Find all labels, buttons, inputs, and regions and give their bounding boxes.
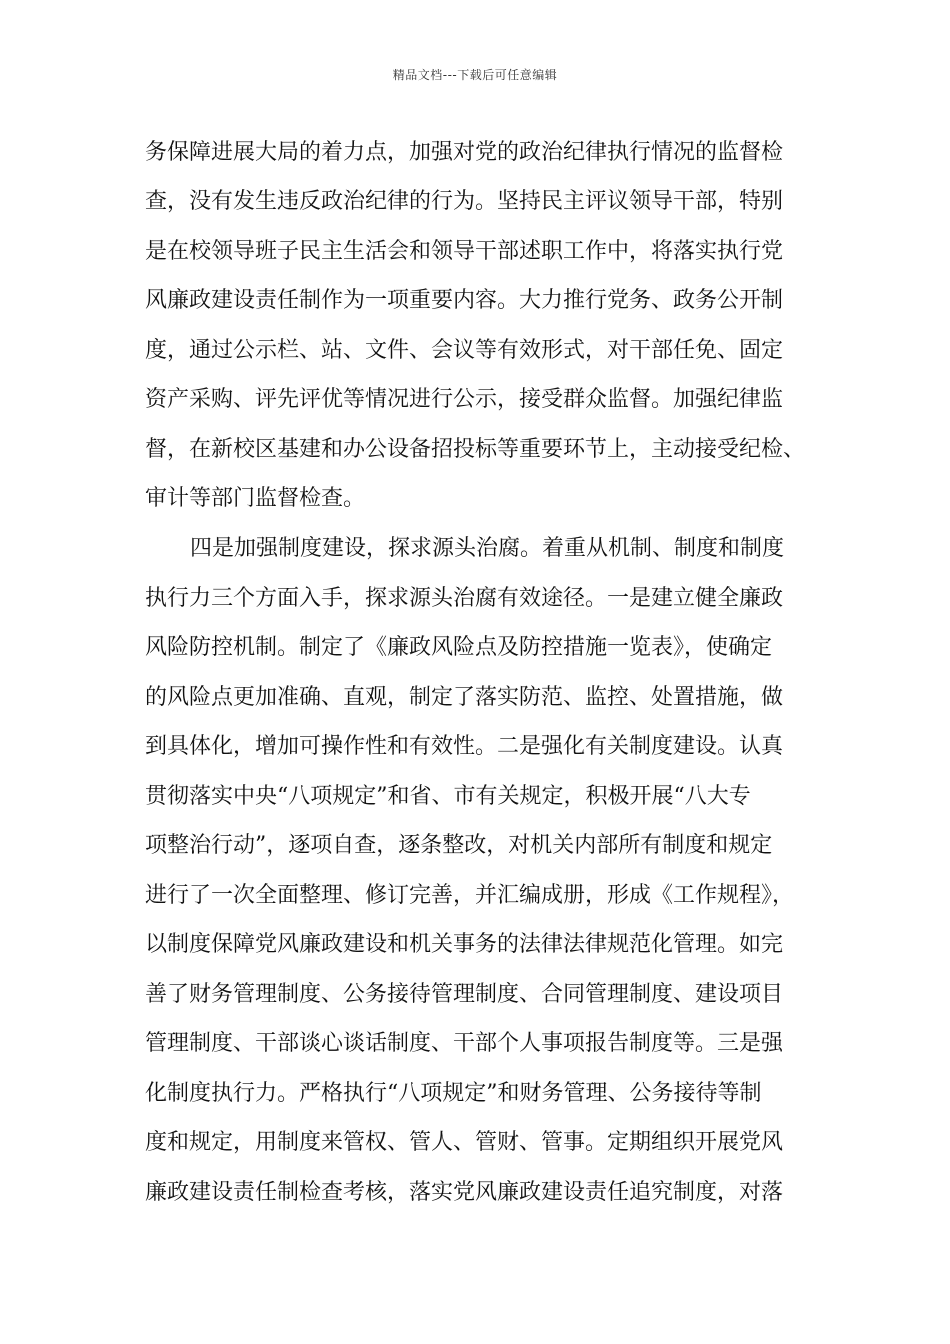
text-line: 执行力三个方面入手，探求源头治腐有效途径。一是建立健全廉政 (145, 586, 784, 611)
text-line: 的风险点更加准确、直观，制定了落实防范、监控、处置措施，做 (145, 685, 784, 710)
text-line: 务保障进展大局的着力点，加强对党的政治纪律执行情况的监督检 (145, 140, 784, 165)
text-line: 度和规定，用制度来管权、管人、管财、管事。定期组织开展党风 (145, 1130, 784, 1155)
page-header: 精品文档---下载后可任意编辑 (392, 68, 558, 82)
text-line: 查，没有发生违反政治纪律的行为。坚持民主评议领导干部，特别 (145, 189, 784, 214)
text-line: 审计等部门监督检查。 (145, 486, 366, 511)
text-line: 风险防控机制。制定了《廉政风险点及防控措施一览表》，使确定 (145, 635, 773, 660)
text-line: 风廉政建设责任制作为一项重要内容。大力推行党务、政务公开制 (145, 288, 784, 313)
text-line: 善了财务管理制度、公务接待管理制度、合同管理制度、建设项目 (145, 982, 784, 1007)
text-line: 化制度执行力。严格执行“八项规定”和财务管理、公务接待等制 (145, 1081, 762, 1106)
text-line: 项整治行动”，逐项自查，逐条整改，对机关内部所有制度和规定 (145, 833, 773, 858)
text-line: 资产采购、评先评优等情况进行公示，接受群众监督。加强纪律监 (145, 387, 784, 412)
text-line: 贯彻落实中央“八项规定”和省、市有关规定，积极开展“八大专 (145, 784, 751, 809)
paragraph-first-line: 四是加强制度建设，探求源头治腐。着重从机制、制度和制度 (190, 536, 785, 561)
text-line: 度，通过公示栏、站、文件、会议等有效形式，对干部任免、固定 (145, 338, 784, 363)
text-line: 进行了一次全面整理、修订完善，并汇编成册，形成《工作规程》， (145, 883, 795, 908)
text-line: 到具体化，增加可操作性和有效性。二是强化有关制度建设。认真 (145, 734, 784, 759)
text-line: 是在校领导班子民主生活会和领导干部述职工作中，将落实执行党 (145, 239, 784, 264)
text-line: 廉政建设责任制检查考核，落实党风廉政建设责任追究制度，对落 (145, 1180, 784, 1205)
text-line: 督，在新校区基建和办公设备招投标等重要环节上，主动接受纪检、 (145, 437, 806, 462)
text-line: 管理制度、干部谈心谈话制度、干部个人事项报告制度等。三是强 (145, 1031, 784, 1056)
text-line: 以制度保障党风廉政建设和机关事务的法律法律规范化管理。如完 (145, 932, 784, 957)
